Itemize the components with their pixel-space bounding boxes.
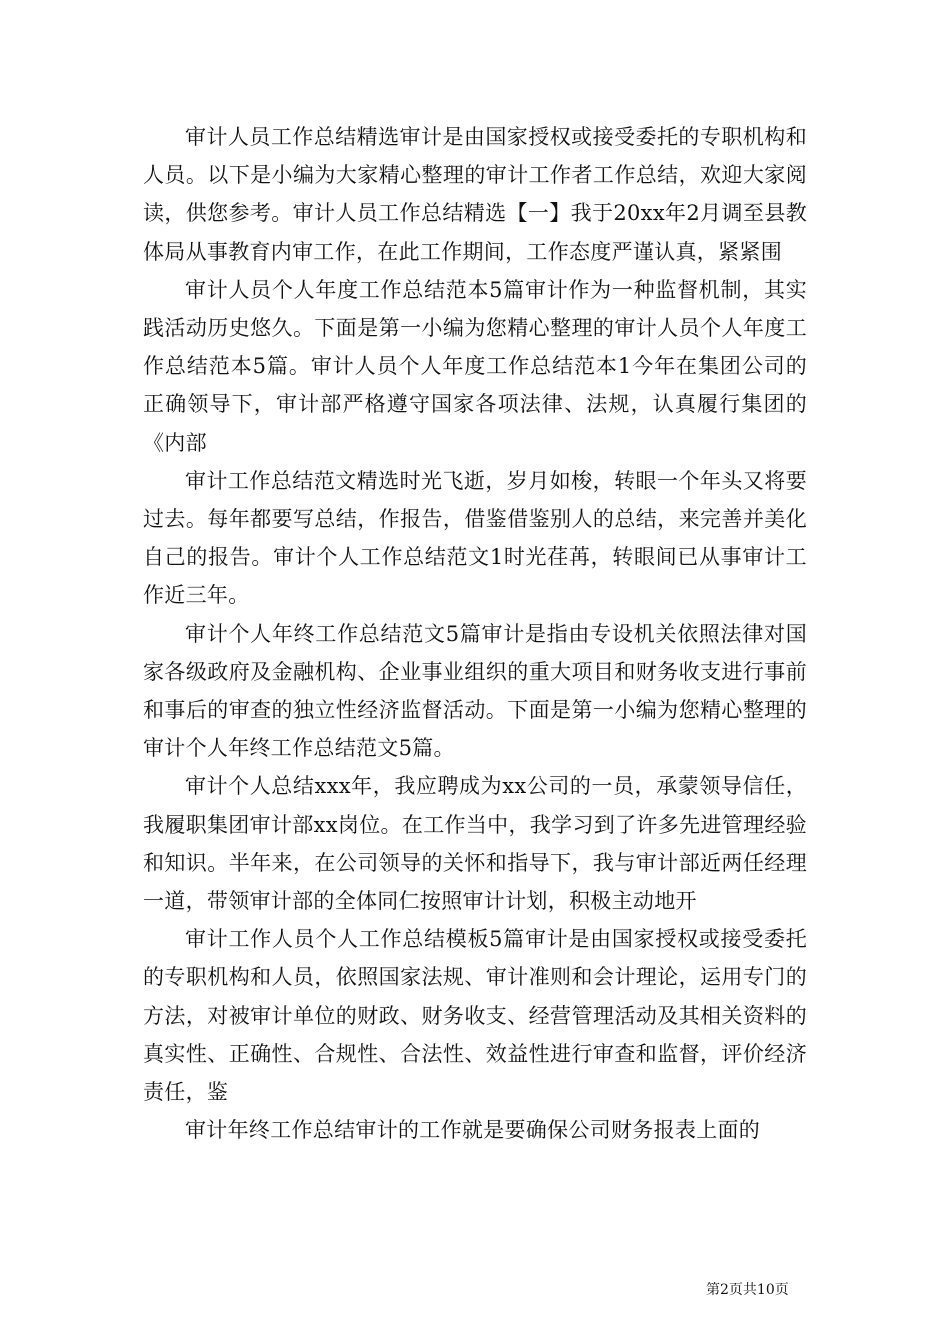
paragraph-2: 审计人员个人年度工作总结范本5篇审计作为一种监督机制，其实践活动历史悠久。下面是第一小编为您精心整理的审计人员个人年度工作总结范本5篇。审计人员个人年度工作总结范本1今年在集团公司的正确领导下，审计部严格遵守国家各项法律、法规，认真履行集团的《内部 bbox=[143, 277, 807, 455]
paragraph-4: 审计个人年终工作总结范文5篇审计是指由专设机关依照法律对国家各级政府及金融机构、企业事业组织的重大项目和财务收支进行事前和事后的审查的独立性经济监督活动。下面是第一小编为您精心整理的审计个人年终工作总结范文5篇。 bbox=[143, 621, 807, 761]
paragraph-5: 审计个人总结xxx年，我应聘成为xx公司的一员，承蒙领导信任，我履职集团审计部xx岗位。在工作当中，我学习到了许多先进管理经验和知识。半年来，在公司领导的关怀和指导下，我与审计部近两任经理一道，带领审计部的全体同仁按照审计计划，积极主动地开 bbox=[143, 774, 807, 914]
page-number-footer: 第2页共10页 bbox=[706, 1282, 789, 1298]
document-body bbox=[143, 118, 807, 1149]
paragraph-3: 审计工作总结范文精选时光飞逝，岁月如梭，转眼一个年头又将要过去。每年都要写总结，作报告，借鉴借鉴别人的总结，来完善并美化自己的报告。审计个人工作总结范文1时光荏苒，转眼间已从事审计工作近三年。 bbox=[143, 468, 807, 608]
paragraph-6: 审计工作人员个人工作总结模板5篇审计是由国家授权或接受委托的专职机构和人员，依照国家法规、审计准则和会计理论，运用专门的方法，对被审计单位的财政、财务收支、经营管理活动及其相关资料的真实性、正确性、合规性、合法性、效益性进行审查和监督，评价经济责任，鉴 bbox=[143, 927, 807, 1105]
paragraph-1: 审计人员工作总结精选审计是由国家授权或接受委托的专职机构和人员。以下是小编为大家精心整理的审计工作者工作总结，欢迎大家阅读，供您参考。审计人员工作总结精选【一】我于20xx年2月调至县教体局从事教育内审工作，在此工作期间，工作态度严谨认真，紧紧围 bbox=[143, 125, 807, 264]
paragraph-7: 审计年终工作总结审计的工作就是要确保公司财务报表上面的 bbox=[185, 1118, 761, 1143]
